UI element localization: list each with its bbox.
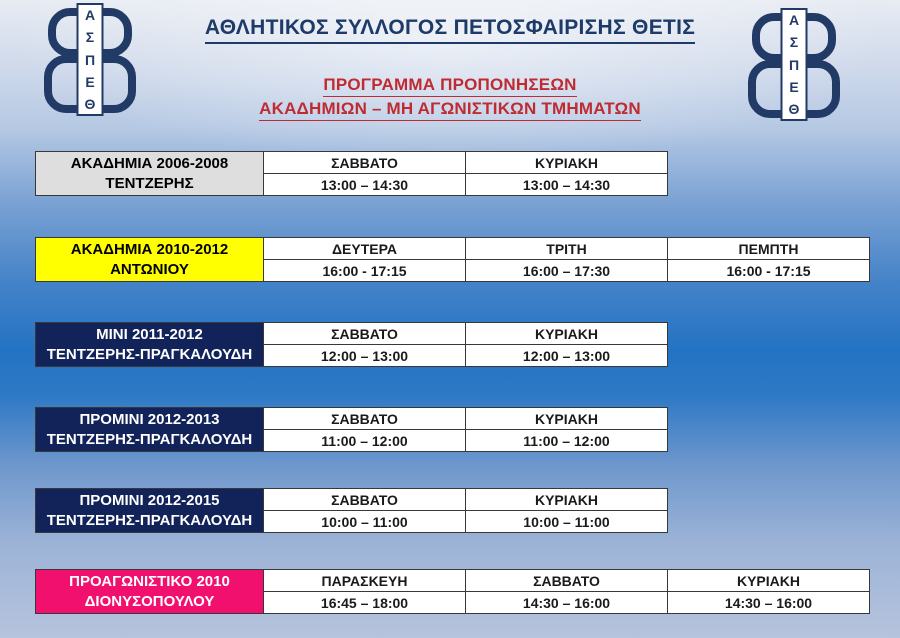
coach-name: ΑΝΤΩΝΙΟΥ [110,260,189,278]
day-header: ΠΑΡΑΣΚΕΥΗ [264,570,466,592]
subtitle-line-2-text: ΑΚΑΔΗΜΙΩΝ – ΜΗ ΑΓΩΝΙΣΤΙΚΩΝ ΤΜΗΜΑΤΩΝ [259,99,641,121]
team-label [36,408,264,452]
team-name: ΠΡΟΑΓΩΝΙΣΤΙΚΟ 2010 [69,572,230,590]
team-name: ΑΚΑΔΗΜΙΑ 2010-2012 [70,240,229,258]
logo-letter: Σ [85,29,95,46]
team-name: ΑΚΑΔΗΜΙΑ 2006-2008 [70,154,229,172]
page-title-text: ΑΘΛΗΤΙΚΟΣ ΣΥΛΛΟΓΟΣ ΠΕΤΟΣΦΑΙΡΙΣΗΣ ΘΕΤΙΣ [205,16,695,44]
day-header: ΣΑΒΒΑΤΟ [264,408,466,430]
logo-letter: Ε [85,73,95,90]
schedule-table-promini-2012-2015 [35,488,668,533]
subtitle-line-1-text: ΠΡΟΓΡΑΜΜΑ ΠΡΟΠΟΝΗΣΕΩΝ [323,75,576,97]
day-header: ΣΑΒΒΑΤΟ [264,323,466,345]
day-header: ΔΕΥΤΕΡΑ [264,238,466,260]
subtitle-line-1 [0,75,900,97]
day-header: ΚΥΡΙΑΚΗ [668,570,870,592]
schedule-table-promini-2012-2013 [35,407,668,452]
logo-letter: Θ [84,96,96,112]
day-header: ΣΑΒΒΑΤΟ [264,152,466,174]
team-label [36,570,264,614]
coach-name: ΤΕΝΤΖΕΡΗΣ-ΠΡΑΓΚΑΛΟΥΔΗ [46,345,253,363]
schedule-table-akadimia-2010-2012 [35,237,870,282]
schedule-table-mini-2011-2012 [35,322,668,367]
time-cell: 14:30 – 16:00 [466,592,668,614]
coach-name: ΔΙΟΝΥΣΟΠΟΥΛΟΥ [84,592,215,610]
schedule-table-proagonistiko-2010 [35,569,870,614]
coach-name: ΤΕΝΤΖΕΡΗΣ [105,174,194,192]
logo-letter: Ε [789,78,799,95]
schedule-table-akadimia-2006-2008 [35,151,668,196]
time-cell: 12:00 – 13:00 [264,345,466,367]
day-header: ΤΡΙΤΗ [466,238,668,260]
logo-letter: Θ [788,101,800,117]
day-header: ΚΥΡΙΑΚΗ [466,489,668,511]
logo-letter: Σ [789,34,799,51]
time-cell: 10:00 – 11:00 [264,511,466,533]
coach-name: ΤΕΝΤΖΕΡΗΣ-ΠΡΑΓΚΑΛΟΥΔΗ [46,511,253,529]
team-name: ΠΡΟΜΙΝΙ 2012-2015 [79,491,220,509]
time-cell: 12:00 – 13:00 [466,345,668,367]
page-title [0,16,900,44]
time-cell: 13:00 – 14:30 [264,174,466,196]
day-header: ΣΑΒΒΑΤΟ [264,489,466,511]
time-cell: 16:00 - 17:15 [264,260,466,282]
time-cell: 16:00 – 17:30 [466,260,668,282]
subtitle-line-2 [0,96,900,121]
coach-name: ΤΕΝΤΖΕΡΗΣ-ΠΡΑΓΚΑΛΟΥΔΗ [46,430,253,448]
time-cell: 16:00 - 17:15 [668,260,870,282]
time-cell: 16:45 – 18:00 [264,592,466,614]
logo-letter: Α [788,12,800,28]
logo-letter: Π [788,56,800,73]
day-header: ΚΥΡΙΑΚΗ [466,152,668,174]
logo-letter: Π [84,51,96,68]
time-cell: 13:00 – 14:30 [466,174,668,196]
team-name: ΠΡΟΜΙΝΙ 2012-2013 [79,410,220,428]
day-header: ΚΥΡΙΑΚΗ [466,323,668,345]
team-label [36,152,264,196]
team-label [36,323,264,367]
day-header: ΣΑΒΒΑΤΟ [466,570,668,592]
time-cell: 11:00 – 12:00 [264,430,466,452]
team-label [36,489,264,533]
team-label [36,238,264,282]
day-header: ΠΕΜΠΤΗ [668,238,870,260]
time-cell: 14:30 – 16:00 [668,592,870,614]
time-cell: 11:00 – 12:00 [466,430,668,452]
team-name: MINI 2011-2012 [96,325,203,343]
time-cell: 10:00 – 11:00 [466,511,668,533]
day-header: ΚΥΡΙΑΚΗ [466,408,668,430]
logo-letter: Α [84,7,96,23]
